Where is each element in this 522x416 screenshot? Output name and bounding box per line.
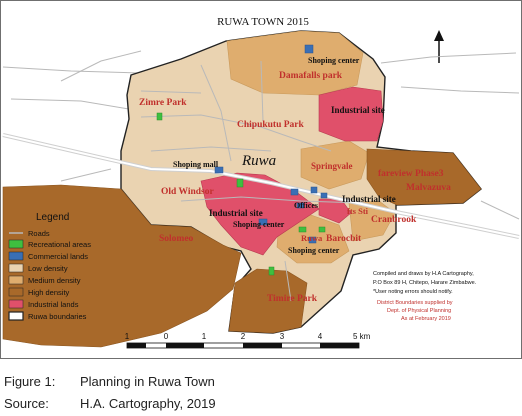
svg-text:Ruwa boundaries: Ruwa boundaries xyxy=(28,312,87,321)
figure-label: Figure 1: xyxy=(4,374,56,389)
label-shopping-center-ne: Shoping center xyxy=(308,56,360,65)
label-industrial-site-ne: Industrial site xyxy=(331,105,385,115)
ruwa-land-use-map xyxy=(1,1,522,359)
scale-label-5km: 5 km xyxy=(353,332,371,341)
scale-label-1a: 1 xyxy=(124,332,130,341)
figure-caption xyxy=(4,374,215,389)
label-offices: Offices xyxy=(294,201,318,210)
credit-line-1: Compiled and draws by H.A Cartography, xyxy=(373,271,474,277)
scale-label-3: 3 xyxy=(279,332,285,341)
scale-label-1b: 1 xyxy=(201,332,207,341)
svg-text:Commercial lands: Commercial lands xyxy=(28,252,89,261)
svg-text:High density: High density xyxy=(28,288,70,297)
scale-bar xyxy=(125,332,371,348)
label-barocbit: Barocbit xyxy=(326,234,362,244)
svg-text:Industrial lands: Industrial lands xyxy=(28,300,79,309)
label-zimre-park: Zimre Park xyxy=(139,98,187,108)
label-shopping-mall: Shoping mall xyxy=(173,160,219,169)
legend-title: Legend xyxy=(36,212,70,223)
credit-line-2: P.O Box 89 H, Chitepo, Harare Zimbabwe. xyxy=(373,280,477,286)
label-shopping-center-s: Shoping center xyxy=(288,246,340,255)
legend-item-low-density xyxy=(9,264,68,273)
label-industrial-site-e: Industrial site xyxy=(342,194,396,204)
source-label: Source: xyxy=(4,396,49,411)
scale-label-0: 0 xyxy=(163,332,169,341)
label-fts-sti: fts Sti xyxy=(347,206,369,216)
svg-text:Low density: Low density xyxy=(28,264,68,273)
scale-label-2: 2 xyxy=(240,332,246,341)
north-arrow-icon xyxy=(434,30,444,63)
legend-item-industrial xyxy=(9,300,79,309)
credit-red-2: Dept. of Physical Planning xyxy=(387,308,452,314)
svg-text:Medium density: Medium density xyxy=(28,276,81,285)
legend-item-recreational xyxy=(9,240,91,249)
svg-text:Recreational areas: Recreational areas xyxy=(28,240,91,249)
label-industrial-site-c: Industrial site xyxy=(209,208,263,218)
legend-item-commercial xyxy=(9,252,88,261)
label-ruwa-small: Ruwa xyxy=(301,233,323,243)
credit-red-3: As at February 2019 xyxy=(401,316,451,322)
label-old-windsor: Old Windsor xyxy=(161,187,214,197)
source-caption xyxy=(4,396,216,411)
legend-item-medium-density xyxy=(9,276,81,285)
label-shopping-center-c: Shoping center xyxy=(233,220,285,229)
label-ruwa: Ruwa xyxy=(242,153,277,169)
legend-item-boundary xyxy=(9,312,87,321)
label-solomeo: Solomeo xyxy=(159,234,194,244)
credit-red-1: District Boundaries supplied by xyxy=(377,300,453,306)
label-damafalls-park: Damafalls park xyxy=(279,71,343,81)
label-cranbrook: Cranbrook xyxy=(371,215,417,225)
label-chipukutu-park: Chipukutu Park xyxy=(237,120,304,130)
figure-text: Planning in Ruwa Town xyxy=(80,374,215,389)
svg-text:Roads: Roads xyxy=(28,229,50,238)
scale-label-4: 4 xyxy=(317,332,323,341)
label-springvale: Springvale xyxy=(311,161,353,171)
legend-item-high-density xyxy=(9,288,70,297)
credit-line-3: *User noting errors should notify. xyxy=(373,289,453,295)
source-text: H.A. Cartography, 2019 xyxy=(80,396,216,411)
label-fareview-phase3: fareview Phase3 xyxy=(378,169,444,179)
map-title: RUWA TOWN 2015 xyxy=(217,16,309,28)
label-timire-park: Timire Park xyxy=(267,294,318,304)
credits xyxy=(373,271,477,322)
label-malvazuva: Malvazuva xyxy=(406,183,451,193)
